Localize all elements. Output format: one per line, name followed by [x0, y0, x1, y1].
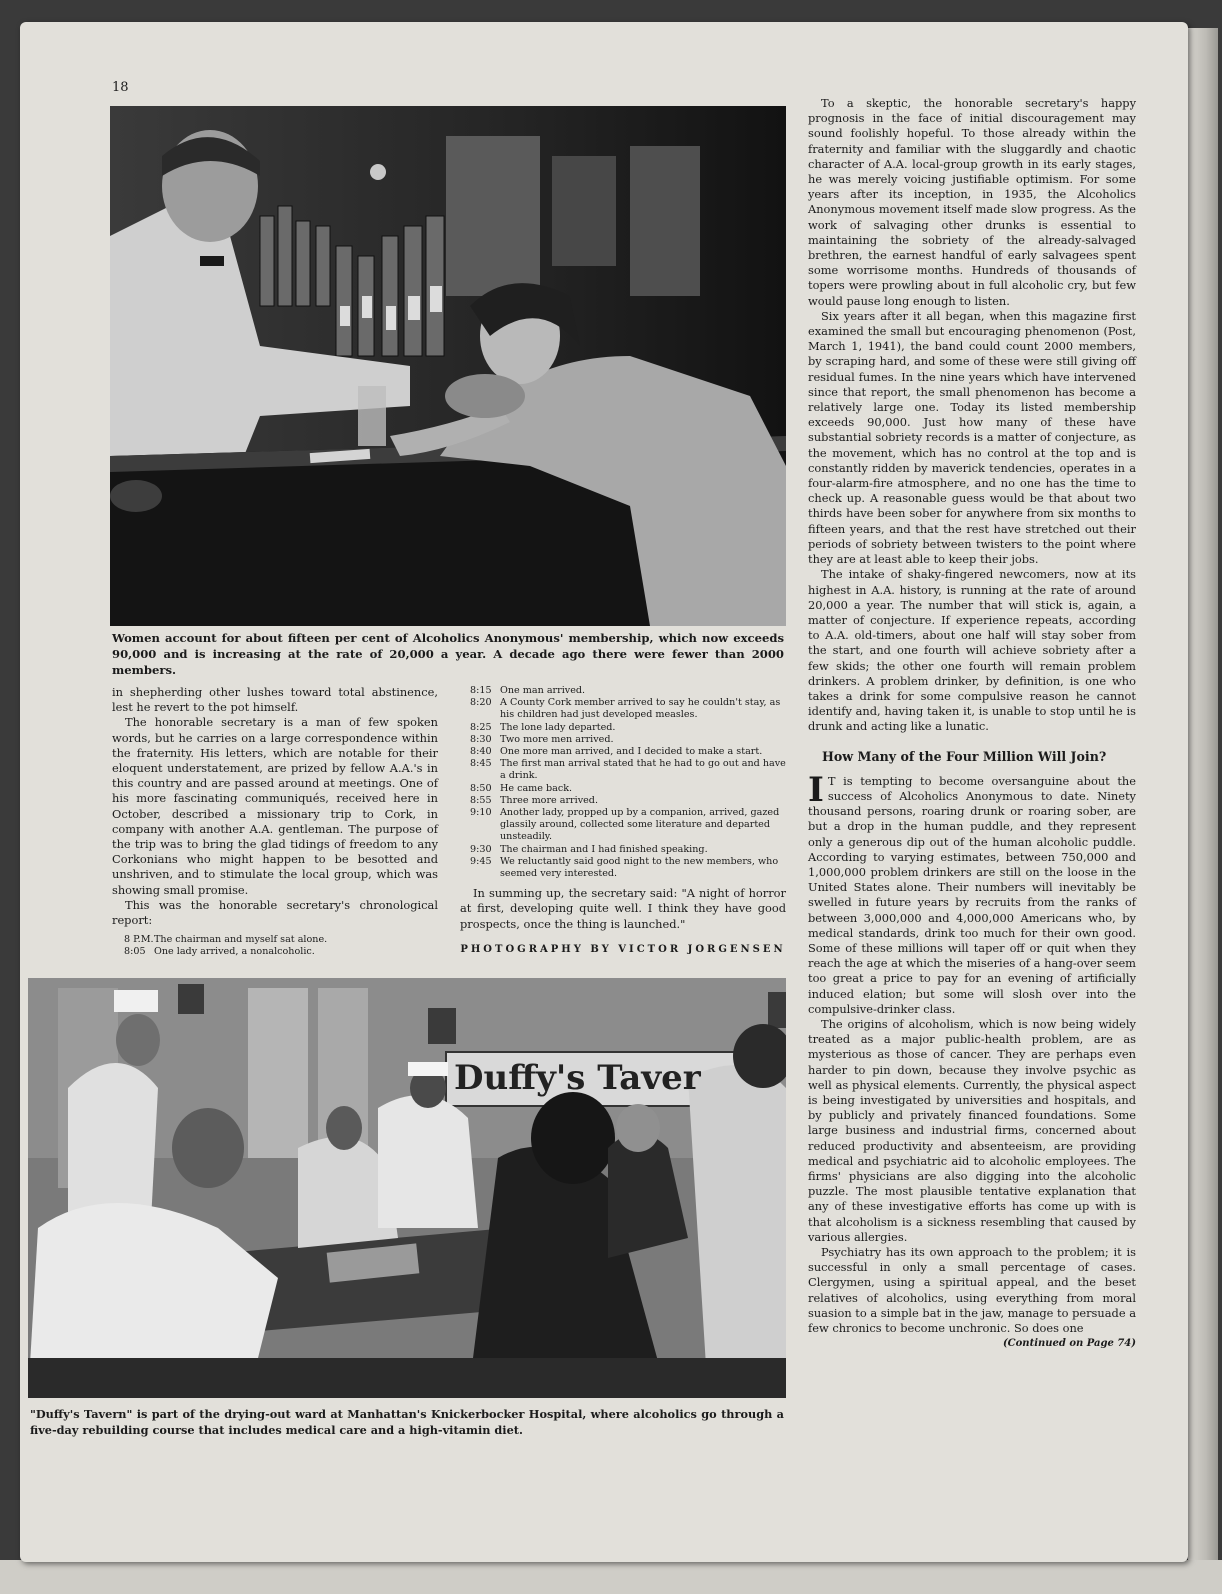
duffys-tavern-sign: Duffy's Taver	[454, 1058, 701, 1098]
paragraph: In summing up, the secretary said: "A night of horror at first, developing quite well. I think they have good prospects, once the thing is launched."	[460, 886, 786, 931]
chronology-entry: 8:05 One lady arrived, a nonalcoholic.	[124, 946, 315, 958]
bar-scene-photo	[110, 106, 786, 626]
paragraph: The intake of shaky-fingered newcomers, now at its highest in A.A. history, is running at the rate of around 20,000 a year. The number that will stick is, again, a matter of conjecture. If experience repeats, according to A.A. old-timers, about one half will stay sober from the start, and one fourth will achieve sobriety after a few skids; the other one fourth will remain problem drinkers. A problem drinker, by definition, is one who takes a drink for some compulsive reason he cannot identify and, having taken it, is unable to stop until he is drunk and acting like a lunatic.	[808, 567, 1136, 734]
chronology-entry: 9:45 We reluctantly said good night to the new members, who seemed very interested.	[470, 855, 779, 880]
paragraph-dropcap: I T is tempting to become oversanguine about the success of Alcoholics Anonymous to date. Ninety thousand persons, roaring drunk or roaring sober, are but a drop in the human puddle, and they represent only a generous dip out of the human alcoholic puddle. According to varying estimates, between 750,000 and 1,000,000 problem drinkers are still on the loose in the United States alone. Their numbers will inevitably be swelled in future years by recruits from the ranks of between 3,000,000 and 4,000,000 Americans who, by medical standards, drink too much for their own good. Some of these millions will taper off or quit when they reach the age at which the miseries of a hang-over seem too great a price to pay for an evening of artificially induced elation; but some will slosh over into the compulsive-drinker class.	[808, 769, 1136, 1016]
chronology-entry: 8:15 One man arrived.	[470, 685, 586, 696]
chronology-entry: 8:30 Two more men arrived.	[470, 733, 614, 745]
chronology-list	[460, 685, 786, 880]
paragraph: Six years after it all began, when this magazine first examined the small but encouraging phenomenon (Post, March 1, 1941), the band could count 2000 members, by scraping hard, and some of these were still giving off residual fumes. In the nine years which have intervened since that report, the small phenomenon has become a relatively large one. Today its listed membership exceeds 90,000. Just how many of these have substantial sobriety records is a matter of conjecture, as the movement, which has no control at the top and is constantly ridden by maverick tendencies, operates in a four-alarm-fire atmosphere, and no one has the time to check up. A reasonable guess would be that about two thirds have been sober for anywhere from six months to fifteen years, and that the rest have stretched out their periods of sobriety between twisters to the point where they are at least able to keep their jobs.	[808, 308, 1136, 567]
chronology-entry: 8:40 One more man arrived, and I decided to make a start.	[470, 746, 763, 758]
paragraph: To a skeptic, the honorable secretary's happy prognosis in the face of initial discouragement may sound foolishly hopeful. To those already within the fraternity and familiar with the sluggardly and chaotic character of A.A. local-group growth in its early stages, he was merely voicing justifiable optimism. For some years after its inception, in 1935, the Alcoholics Anonymous movement itself made slow progress. As the work of salvaging other drunks is essential to maintaining the sobriety of the already-salvaged brethren, the earnest handful of early salvagees spent some worrisome months. Hundreds of thousands of topers were prowling about in full alcoholic cry, but few would pause long enough to listen.	[808, 96, 1136, 308]
paragraph: The origins of alcoholism, which is now being widely treated as a major public-health problem, are as mysterious as those of cancer. They are perhaps even harder to pin down, because they involve psychic as well as physical elements. Currently, the physical aspect is being investigated by universities and hospitals, and by publicly and privately financed foundations. Some large business and industrial firms, concerned about reduced productivity and absenteeism, are providing medical and psychiatric aid to alcoholic employees. The firms' physicians are also digging into the alcoholic puzzle. The most plausible tentative explanation that any of these investigative efforts has come up with is that alcoholism is a sickness resembling that caused by various allergies.	[808, 1016, 1136, 1244]
bottom-photo-caption: "Duffy's Tavern" is part of the drying-out ward at Manhattan's Knickerbocker Hospital, where alcoholics go through a five-day rebuilding course that includes medical care and a high-vitamin diet.	[30, 1407, 784, 1437]
adjacent-page-edge	[1188, 28, 1218, 1562]
paragraph: The honorable secretary is a man of few spoken words, but he carries on a large correspondence within the fraternity. His letters, which are notable for their eloquent understatement, are prized by fellow A.A.'s in this country and are passed around at meetings. One of his more fascinating communiqués, received here in October, described a missionary trip to Cork, in company with another A.A. gentleman. The purpose of the trip was to bring the glad tidings of freedom to any Corkonians who might happen to be besotted and unshriven, and to stimulate the local group, which was showing small promise.	[112, 715, 438, 897]
ward-scene-illustration	[28, 978, 786, 1398]
middle-left-column	[112, 685, 438, 959]
right-column	[808, 96, 1136, 1351]
bar-scene-illustration	[110, 106, 786, 626]
drop-cap: I	[808, 769, 824, 810]
paragraph: in shepherding other lushes toward total abstinence, lest he revert to the pot himself.	[112, 685, 438, 715]
page-number: 18	[112, 80, 129, 95]
chronology-list	[112, 934, 438, 958]
photo-credit: PHOTOGRAPHY BY VICTOR JORGENSEN	[460, 943, 786, 955]
middle-right-column	[460, 685, 786, 955]
chronology-entry: 8:20 A County Cork member arrived to say he couldn't stay, as his children had just developed measles.	[470, 697, 781, 721]
duffys-tavern-photo	[28, 978, 786, 1398]
magazine-page	[20, 22, 1188, 1562]
continued-note: (Continued on Page 74)	[1002, 1338, 1136, 1350]
chronology-entry: 8:25 The lone lady departed.	[470, 721, 616, 733]
section-heading: How Many of the Four Million Will Join?	[822, 748, 1107, 764]
chronology-entry: 8:50 He came back.	[470, 782, 573, 794]
chronology-entry: 8 P.M. The chairman and myself sat alone.	[124, 934, 328, 946]
paragraph: Psychiatry has its own approach to the problem; it is successful in only a small percentage of cases. Clergymen, using a spiritual appeal, and the beset relatives of alcoholics, using everything from moral suasion to a simple bat in the jaw, manage to persuade a few chronics to become unchronic. So does one (Continued on Page 74)	[808, 1245, 1136, 1336]
chronology-entry: 8:55 Three more arrived.	[470, 794, 599, 806]
chronology-entry: 9:10 Another lady, propped up by a companion, arrived, gazed glassily around, collected some literature and departed unsteadily.	[470, 807, 780, 843]
paragraph: This was the honorable secretary's chronological report:	[112, 897, 438, 928]
desk-surface	[0, 1560, 1222, 1594]
top-photo-caption: Women account for about fifteen per cent of Alcoholics Anonymous' membership, which now exceeds 90,000 and is increasing at the rate of 20,000 a year. A decade ago there were fewer than 2000 members.	[112, 631, 784, 677]
chronology-entry: 9:30 The chairman and I had finished speaking.	[470, 843, 708, 855]
chronology-entry: 8:45 The first man arrival stated that he had to go out and have a drink.	[470, 758, 786, 782]
summing-up-block	[460, 886, 786, 932]
